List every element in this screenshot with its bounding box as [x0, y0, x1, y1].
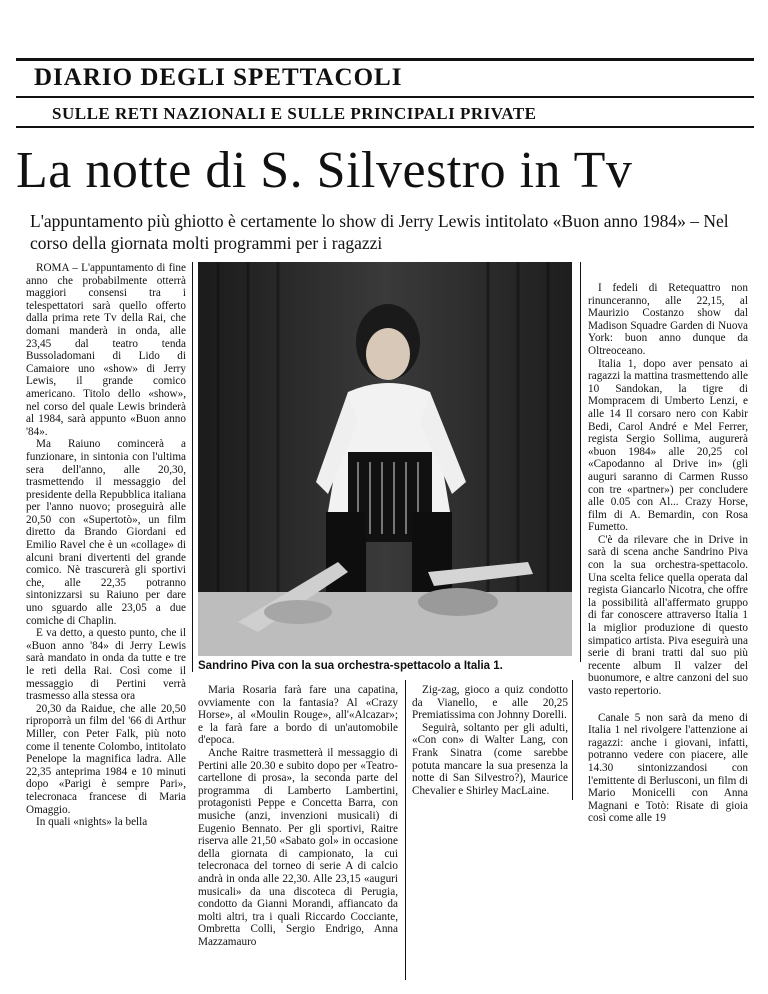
paragraph: Anche Raitre trasmetterà il messaggio di Pertini alle 20.30 e subito dopo per «Teatro-cartellone di prosa», la seconda parte del programma di Lamberto Lambertini, protagonisti Peppe e Concetta Barra, con musiche (anzi, invenzioni musicali) di Eugenio Bennato. Per gli sportivi, Raitre riserva alle 21,50 «Sabato gol» in occasione della giornata di campionato, la cui telecronaca del torneo di serie A di calcio andrà in onda alle 22,30. Alle 23,15 «auguri musicali» da una discoteca di Perugia, condotto da Gianni Morandi, affiancato da molti altri, tra i quali Riccardo Cocciante, Ombretta Colli, Sergio Endrigo, Anna Mazzamauro [198, 746, 398, 948]
paragraph: In quali «nights» la bella [36, 816, 148, 829]
subkicker-rule [16, 126, 754, 128]
column-divider [405, 680, 406, 980]
article-column-3 [412, 684, 568, 797]
paragraph: Italia 1, dopo aver pensato ai ragazzi la mattina trasmettendo alle 10 Sandokan, la tigre di Mompracem di Umberto Lenzi, e alle 14 Il corsaro nero con Kabir Bedi, Carol André e Mel Ferrer, regista Sergio Sollima, augurerà «buon 1984» alle 20,25 col «Capodanno al Drive in» (gli auguri saranno di Carmen Russo con tre «partner») per concludere alle 0.05 con Al... Crazy Horse, film di A. Bemardin, con Rosa Fumetto. [588, 357, 748, 534]
paragraph: 20,30 da Raidue, che alle 20,50 riproporrà un film del '66 di Arthur Miller, con Peter Falk, più noto come il tenente Colombo, intitolato Penelope la magnifica ladra. Alle 22,35 anteprima 1984 e 10 minuti dopo «Parigi è sempre Pari», telecronaca francese di Maria Omaggio. [26, 702, 186, 816]
top-rule [16, 58, 754, 61]
paragraph: E va detto, a questo punto, che il «Buon anno '84» di Jerry Lewis sarà mandato in onda da tutte e tre le reti della Rai. Così come il messaggio di Pertini verrà trasmesso alla stessa ora [26, 627, 186, 703]
column-divider [572, 680, 573, 800]
kicker-rule [16, 96, 754, 98]
article-column-4 [588, 282, 748, 825]
section-subkicker: SULLE RETI NAZIONALI E SULLE PRINCIPALI PRIVATE [52, 104, 537, 123]
paragraph: Zig-zag, gioco a quiz condotto da Vianello, e alle 20,25 Premiatissima con Johnny Dorelli. [412, 684, 568, 722]
section-kicker: DIARIO DEGLI SPETTACOLI [34, 64, 403, 91]
paragraph: C'è da rilevare che in Drive in sarà di scena anche Sandrino Piva con la sua orchestra-spettacolo. Una scelta felice quella operata dal regista Giancarlo Nicotra, che offre la possibilità all'affermato gruppo di far conoscere attraverso Italia 1 la miglior produzione di questo simpatico artista. Piva eseguirà una serie di brani tratti dal suo più recente album Il valzer del buonumore, e altre canzoni del suo vasto repertorio. [588, 533, 748, 697]
paragraph: Maria Rosaria farà fare una capatina, ovviamente con la fantasia? Al «Crazy Horse», al «Moulin Rouge», all'«Alcazar»; e la farà fare a bordo di un'automobile d'epoca. [198, 684, 398, 747]
headline: La notte di S. Silvestro in Tv [16, 142, 633, 199]
paragraph: ROMA – L'appuntamento di fine anno che probabilmente otterrà maggiori consensi tra i telespettatori sarà quello offerto dalla prima rete Tv della Rai, che domani manderà in onda, alle 23,45 dal teatro tenda Bussoladomani di Lido di Camaiore uno «show» di Jerry Lewis, il grande comico americano. Titolo dello «show», nel corso del quale Lewis brinderà al 1984, sarà appunto «Buon anno '84». [26, 262, 186, 438]
subheadline: L'appuntamento più ghiotto è certamente lo show di Jerry Lewis intitolato «Buon anno 1984» – Nel corso della giornata molti programmi per i ragazzi [30, 211, 729, 253]
article-column-2 [198, 684, 398, 948]
photo-caption: Sandrino Piva con la sua orchestra-spettacolo a Italia 1. [198, 660, 503, 672]
paragraph: Seguirà, soltanto per gli adulti, «Con con» di Walter Lang, con Frank Sinatra (come sarebbe potuta mancare la sua presenza la notte di San Silvestro?), Maurice Chevalier e Shirley MacLaine. [412, 721, 568, 797]
column-divider [580, 262, 581, 662]
photo-sandrino-piva [198, 262, 572, 656]
paragraph: Canale 5 non sarà da meno di Italia 1 nel rivolgere l'attenzione ai ragazzi: anche i giovani, infatti, potranno vedere con piacere, alle 14.30 sintonizzandosi con l'emittente di Berlusconi, un film di Mario Monicelli con Anna Magnani e Totò: Risate di gioia così come alle 19 [588, 711, 748, 825]
photo-illustration [198, 262, 572, 656]
paragraph: I fedeli di Retequattro non rinunceranno, alle 22,15, al Maurizio Costanzo show dal Madison Squadre Garden di Nuova York: buon anno dunque da Oltreoceano. [588, 282, 748, 357]
column-divider [192, 262, 193, 672]
paragraph: Ma Raiuno comincerà a funzionare, in sintonia con l'ultima sera dell'anno, alle 20,30, trasmettendo il messaggio del presidente della Repubblica italiana per l'anno nuovo; proseguirà alle 20,50 con «Supertotò», un film diretto da Brando Giordani ed Emilio Ravel che è un «collage» di alcuni brani divertenti del grande comico. Nè trascurerà gli sportivi che, alle 22,35 potranno sintonizzarsi su Raiuno per dare uno sguardo alle 23,05 a due comiche di Chaplin. [26, 438, 186, 627]
article-column-1 [26, 262, 186, 829]
